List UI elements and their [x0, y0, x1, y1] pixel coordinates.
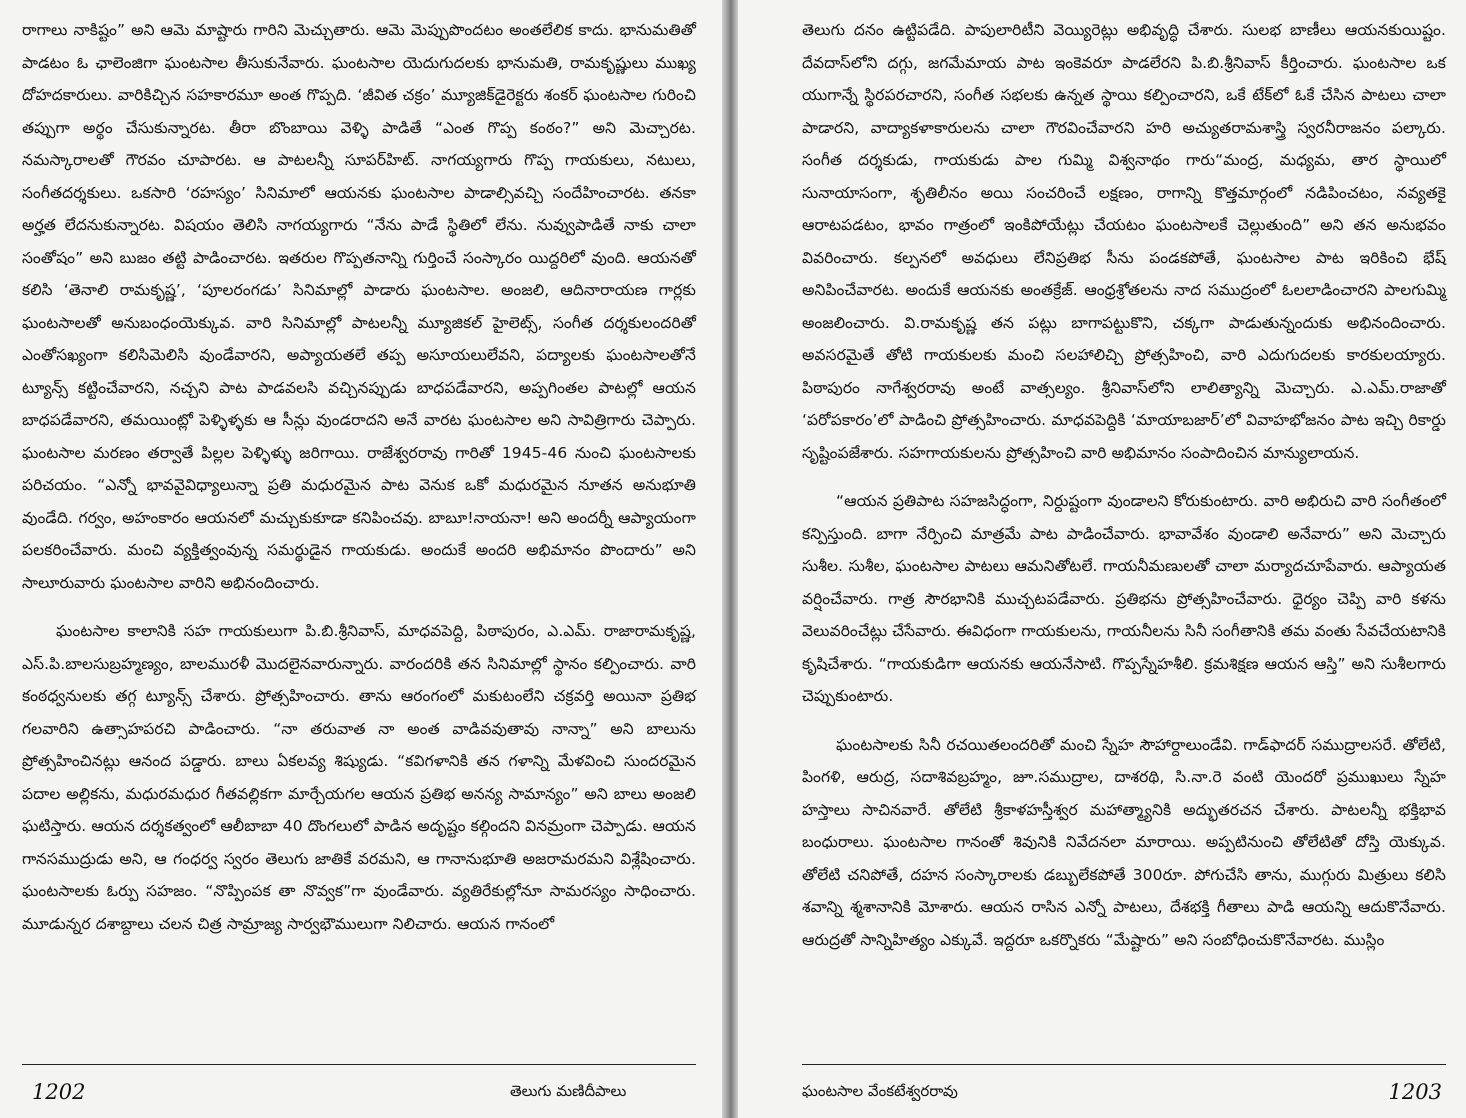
left-paragraph-2 — [22, 615, 696, 940]
page-number: 1202 — [32, 1080, 86, 1104]
right-paragraph-2 — [802, 485, 1446, 713]
paragraph-text: “ఆయన ప్రతిపాట సహజసిద్ధంగా, నిర్దుష్టంగా వుండాలని కోరుకుంటారు. వారి అభిరుచి వారి సంగీతంలో కన్పిస్తుంది. బాగా నేర్పించి మాత్రమే పాట పాడించేవారు. భావావేశం వుండాలి అనేవారు” అని మెచ్చారు సుశీల. సుశీల, ఘంటసాల పాటలు ఆమనితోటలే. గాయనీమణులతో చాలా మర్యాదచూపేవారు. ఆప్యాయత వర్షించేవారు. గాత్ర సౌరభానికి ముచ్చటపడేవారు. ప్రతిభను ప్రోత్సహించేవారు. ధైర్యం చెప్పి వారి కళను వెలువరించేట్లు చేసేవారు. ఈవిధంగా గాయకులను, గాయనీలను సినీ సంగీతానికి తమ వంతు సేవచేయటానికి కృషిచేశారు. “గాయకుడిగా ఆయనకు ఆయనేసాటి. గొప్పస్నేహశీలి. క్రమశిక్షణ ఆయన ఆస్తి” అని సుశీలగారు చెప్పుకుంటారు. — [802, 492, 1446, 705]
paragraph-text: తెలుగు దనం ఉట్టిపడేది. పాపులారిటీని వెయ్యిరెట్లు అభివృద్ధి చేశారు. సులభ బాణీలు ఆయనకుయిష్టం. దేవదాస్‌లోని దగ్గు, జగమేమాయ పాట ఇంకెవరూ పాడలేరని పి.బి.శ్రీనివాస్ కీర్తించారు. ఘంటసాల ఒక యుగాన్నే స్థిరపరచారని, సంగీత సభలకు ఉన్నత స్థాయి కల్పించారని, ఒకే టేక్‌లో ఓకే చేసిన పాటలు చాలా పాడారని, వాద్యాకళాకారులను చాలా గౌరవించేవారని హరి అచ్యుతరామశాస్త్రి స్వరనీరాజనం పల్కారు. సంగీత దర్శకుడు, గాయకుడు పాల గుమ్మి విశ్వనాథం గారు“మంద్ర, మధ్యమ, తార స్థాయిలో సునాయాసంగా, శృతిలీనం అయి సంచరించే లక్షణం, రాగాన్ని కొత్తమార్గంలో నడిపించటం, నవ్యతకై ఆరాటపడటం, భావం గాత్రంలో ఇంకిపోయేట్లు చేయటం ఘంటసాలకే చెల్లుతుంది” అని తన అనుభవం వివరించారు. కల్పనలో అవధులు లేనిప్రతిభ సీను పండకపోతే, ఘంటసాల పాట ఇరికించి భేష్ అనిపించేవారట. అందుకే ఆయనకు అంతక్రేజ్. ఆంధ్రశ్రోతలను నాద సముద్రంలో ఓలలాడించారని పాలగుమ్మి అంజలించారు. వి.రామకృష్ణ తన పట్లు బాగాపట్టుకొని, చక్కగా పాడుతున్నందుకు అభినందించారు. అవసరమైతే తోటి గాయకులకు మంచి సలహాలిచ్చి ప్రోత్సహించి, వారి ఎదుగుదలకు కారకులయ్యారు. పిఠాపురం నాగేశ్వరరావు అంటే వాత్సల్యం. శ్రీనివాస్‌లోని లాలిత్యాన్ని మెచ్చారు. ఎ.ఎమ్.రాజాతో ‘పరోపకారం’లో పాడించి ప్రోత్సహించారు. మాధవపెద్దికి ‘మాయాబజార్’లో వివాహభోజనం పాట ఇచ్చి రికార్డు సృష్టింపజేశారు. సహగాయకులను ప్రోత్సహించి వారి అభిమానం సంపాదించిన మాన్యులాయన. — [802, 21, 1446, 462]
paragraph-text: ఘంటసాలకు సినీ రచయితలందరితో మంచి స్నేహ సౌహార్దాలుండేవి. గాడ్‌ఫాదర్ సముద్రాలసరే. తోలేటి, పింగళి, ఆరుద్ర, సదాశివబ్రహ్మం, జూ.సముద్రాల, దాశరథి, సి.నా.రె వంటి యెందరో ప్రముఖులు స్నేహ హస్తాలు సాచినవారే. తోలేటి శ్రీకాళహస్తీశ్వర మహాత్మ్యానికి అద్భుతరచన చేశారు. పాటలన్నీ భక్తిభావ బంధురాలు. ఘంటసాల గానంతో శివునికి నివేదనలా మారాయి. అప్పటినుంచి తోలేటితో దోస్తి యెక్కువ. తోలేటి చనిపోతే, దహన సంస్కారాలకు డబ్బులేకపోతే 300రూ. పోగుచేసి తాను, ముగ్గురు మిత్రులు కలిసి శవాన్ని శ్మశానానికి మోశారు. ఆయన రాసిన ఎన్నో పాటలు, దేశభక్తి గీతాలు పాడి ఆయన్ని ఆదుకొనేవారు. ఆరుద్రతో సాన్నిహిత్యం ఎక్కువే. ఇద్దరూ ఒకర్నొకరు “మేష్టారు” అని సంబోధించుకొనేవారట. ముస్లిం — [802, 735, 1446, 949]
book-gutter — [722, 0, 738, 1118]
footer-rule — [802, 1064, 1446, 1065]
left-paragraph-1 — [22, 14, 696, 599]
right-paragraph-1 — [802, 14, 1446, 469]
footer-rule — [22, 1064, 696, 1065]
left-page — [0, 0, 722, 1118]
right-page — [738, 0, 1466, 1118]
paragraph-text: ఘంటసాల కాలానికి సహ గాయకులుగా పి.బి.శ్రీనివాస్, మాధవపెద్ది, పిఠాపురం, ఎ.ఎమ్. రాజారామకృష్ణ, ఎస్.పి.బాలసుబ్రహ్మణ్యం, బాలమురళీ మొదలైనవారున్నారు. వారందరికి తన సినిమాల్లో స్థానం కల్పించారు. వారి కంఠధ్వనులకు తగ్గ ట్యూన్స్ చేశారు. ప్రోత్సహించారు. తాను ఆరంగంలో మకుటంలేని చక్రవర్తి అయినా ప్రతిభ గలవారిని ఉత్సాహపరచి పాడించారు. “నా తరువాత నా అంత వాడివవుతావు నాన్నా” అని బాలును ప్రోత్సహించినట్లు ఆనంద పడ్డారు. బాలు ఏకలవ్య శిష్యుడు. “కవిగళానికి తన గళాన్ని మేళవించి సుందరమైన పదాల అల్లికను, మధురమధుర గీతవల్లికగా మార్చేయగల ఆయన ప్రతిభ అనన్య సామాన్యం” అని బాలు అంజలి ఘటిస్తారు. ఆయన దర్శకత్వంలో ఆలీబాబా 40 దొంగలులో పాడిన అదృష్టం కల్గిందని వినమ్రంగా చెప్పాడు. ఆయన గానసముద్రుడు అని, ఆ గంధర్వ స్వరం తెలుగు జాతికే వరమని, ఆ గానానుభూతి అజరామరమని విశ్లేషించారు. ఘంటసాలకు ఓర్పు సహజం. “నొప్పింపక తా నొవ్వక”గా వుండేవారు. వ్యతిరేకుల్లోనూ సామరస్యం సాధించారు. మూడున్నర దశాబ్దాలు చలన చిత్ర సామ్రాజ్య సార్వభౌములుగా నిలిచారు. ఆయన గానంలో — [22, 622, 696, 933]
paragraph-text: రాగాలు నాకిష్టం” అని ఆమె మాష్టారు గారిని మెచ్చుతారు. ఆమె మెప్పుపొందటం అంతలేలిక కాదు. భానుమతితో పాడటం ఓ ఛాలెంజిగా ఘంటసాల తీసుకునేవారు. ఘంటసాల యెదుగుదలకు భానుమతి, రామకృష్ణులు ముఖ్య దోహదకారులు. వారికిచ్చిన సహకారమూ అంత గొప్పది. ‘జీవిత చక్రం’ మ్యూజిక్‌డైరెక్టరు శంకర్ ఘంటసాల గురించి తప్పుగా అర్థం చేసుకున్నారట. తీరా బొంబాయి వెళ్ళి పాడితే “ఎంత గొప్ప కంఠం?” అని మెచ్చారట. నమస్కారాలతో గౌరవం చూపారట. ఆ పాటలన్నీ సూపర్‌హిట్. నాగయ్యగారు గొప్ప గాయకులు, నటులు, సంగీతదర్శకులు. ఒకసారి ‘రహస్యం’ సినిమాలో ఆయనకు ఘంటసాల పాడాల్సివచ్చి సందేహించారట. తనకా అర్హత లేదనుకున్నారట. విషయం తెలిసి నాగయ్యగారు “నేను పాడే స్థితిలో లేను. నువ్వుపాడితే నాకు చాలా సంతోషం” అని బుజం తట్టి పాడించారట. ఇతరుల గొప్పతనాన్ని గుర్తించే సంస్కారం యిద్దరిలో వుంది. ఆయనతో కలిసి ‘తెనాలి రామకృష్ణ’, ‘పూలరంగడు’ సినిమాల్లో పాడారు ఘంటసాల. అంజలి, ఆదినారాయణ గార్లకు ఘంటసాలతో అనుబంధంయెక్కువ. వారి సినిమాల్లో పాటలన్నీ మ్యూజికల్ హైలెట్స్, సంగీత దర్శకులందరితో ఎంతోసఖ్యంగా కలిసిమెలిసి వుండేవారని, అప్యాయతలే తప్ప అసూయలులేవని, పద్యాలకు ఘంటసాలతోనే ట్యూన్స్ కట్టించేవారని, నచ్చని పాట పాడవలసి వచ్చినప్పుడు బాధపడేవారని, అప్పగింతల పాటల్లో ఆయన బాధపడేవారని, తమయింట్లో పెళ్ళిళ్ళకు ఆ సీన్లు వుండరాదని అనే వారట ఘంటసాల అని సావిత్రిగారు చెప్పారు. ఘంటసాల మరణం తర్వాతే పిల్లల పెళ్ళిళ్ళు జరిగాయి. రాజేశ్వరరావు గారితో 1945-46 నుంచి ఘంటసాలకు పరిచయం. “ఎన్నో భావవైవిధ్యాలున్నా ప్రతి మధురమైన పాట వెనుక ఒకో మధురమైన నూతన అనుభూతి వుండేది. గర్వం, అహంకారం ఆయనలో మచ్చుకుకూడా కనిపించవు. బాబూ!నాయనా! అని అందర్నీ ఆప్యాయంగా పలకరించేవారు. మంచి వ్యక్తిత్వంవున్న సమర్థుడైన గాయకుడు. అందుకే అందరి అభిమానం పొందారు” అని సాలూరువారు ఘంటసాల వారిని అభినందించారు. — [22, 21, 696, 592]
running-title: తెలుగు మణిదీపాలు — [510, 1082, 627, 1100]
page-number: 1203 — [1388, 1080, 1442, 1104]
running-title: ఘంటసాల వేంకటేశ్వరరావు — [802, 1082, 958, 1100]
right-paragraph-3 — [802, 729, 1446, 957]
